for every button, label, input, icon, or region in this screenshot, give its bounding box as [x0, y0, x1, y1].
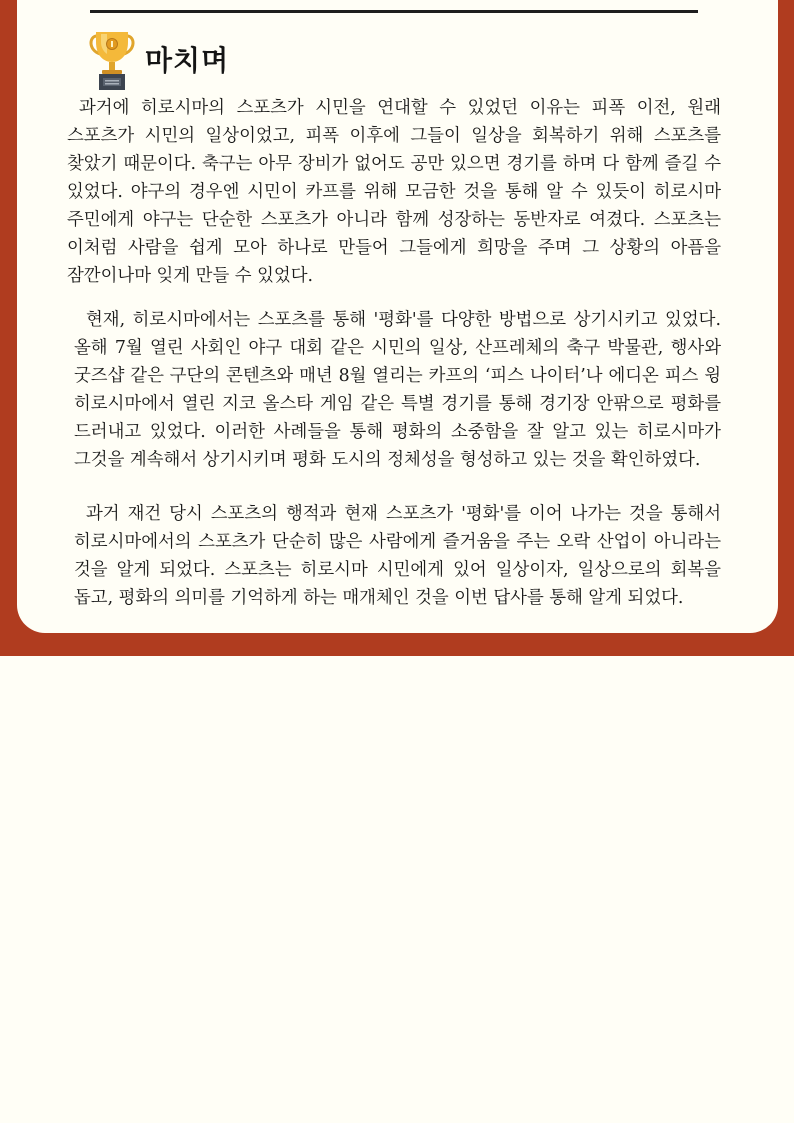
paragraph-conclusion: 과거 재건 당시 스포츠의 행적과 현재 스포츠가 '평화'를 이어 나가는 것을 통해서 히로시마에서의 스포츠가 단순히 많은 사람에게 즐거움을 주는 오락 산업이 아니라는 것을 알게 되었다. 스포츠는 히로시마 시민에게 있어 일상이자, 일상으로의 회복을 돕고, 평화의 의미를 기억하게 하는 매개체인 것을 이번 답사를 통해 알게 되었다.	[74, 504, 721, 608]
trophy-icon	[88, 30, 136, 92]
paragraph-past: 과거에 히로시마의 스포츠가 시민을 연대할 수 있었던 이유는 피폭 이전, 원래 스포츠가 시민의 일상이었고, 피폭 이후에 그들이 일상을 회복하기 위해 스포츠를 찾았기 때문이다. 축구는 아무 장비가 없어도 공만 있으면 경기를 하며 다 함께 즐길 수 있었다. 야구의 경우엔 시민이 카프를 위해 모금한 것을 통해 알 수 있듯이 히로시마 주민에게 야구는 단순한 스포츠가 아니라 함께 성장하는 동반자로 여겼다. 스포츠는 이처럼 사람을 쉽게 모아 하나로 만들어 그들에게 희망을 주며 그 상황의 아픔을 잠깐이나마 잊게 만들 수 있었다.	[67, 98, 721, 286]
paragraph-present: 현재, 히로시마에서는 스포츠를 통해 '평화'를 다양한 방법으로 상기시키고 있었다. 올해 7월 열린 사회인 야구 대회 같은 시민의 일상, 산프레체의 축구 박물관, 행사와 굿즈샵 같은 구단의 콘텐츠와 매년 8월 열리는 카프의 ‘피스 나이터’나 에디온 피스 윙 히로시마에서 열린 지코 올스타 게임 같은 특별 경기를 통해 경기장 안팎으로 평화를 드러내고 있었다. 이러한 사례들을 통해 평화의 소중함을 잘 알고 있는 히로시마가 그것을 계속해서 상기시키며 평화 도시의 정체성을 형성하고 있는 것을 확인하였다.	[74, 310, 721, 470]
top-divider	[90, 10, 698, 13]
section-heading: 마치며	[145, 44, 230, 77]
